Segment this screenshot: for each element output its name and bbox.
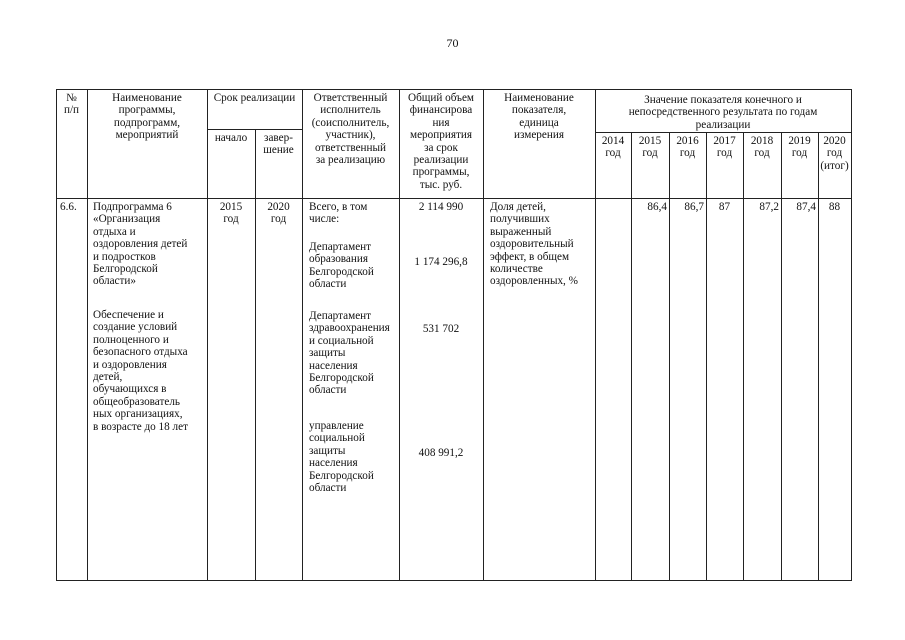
- row-value-2018: 87,2: [759, 201, 779, 213]
- row-indicator: Доля детей, получивших выраженный оздоровительный эффект, в общем количестве оздоровленных, %: [490, 201, 578, 288]
- col-border-2018: [781, 132, 782, 581]
- table-top-border: [56, 89, 851, 90]
- row-value-2020: 88: [828, 201, 841, 213]
- header-year-2015: 2015 год: [638, 135, 662, 160]
- col-border-0: [56, 89, 57, 581]
- header-year-2014: 2014 год: [601, 135, 625, 160]
- col-border-name: [207, 89, 208, 581]
- col-border-2014: [631, 132, 632, 581]
- header-year-2017: 2017 год: [713, 135, 736, 160]
- col-border-2017: [743, 132, 744, 581]
- header-num: № п/п: [63, 92, 80, 117]
- col-border-2020: [851, 89, 852, 581]
- header-year-2019: 2019 год: [788, 135, 811, 160]
- table-bottom-border: [56, 580, 851, 581]
- row-name-activity: Обеспечение и создание условий полноценного и безопасного отдыха и оздоровления детей, обучающихся в общеобразователь ных организациях, в возрасте до 18 лет: [93, 309, 188, 433]
- col-border-funding: [483, 89, 484, 581]
- row-value-2019: 87,4: [796, 201, 816, 213]
- row-funding-social: 408 991,2: [418, 447, 464, 459]
- row-end: 2020 год: [267, 201, 290, 226]
- header-end: завер- шение: [263, 132, 294, 157]
- row-executor-education-dept: Департамент образования Белгородской области: [309, 241, 374, 291]
- col-border-2019: [818, 132, 819, 581]
- col-border-start: [255, 129, 256, 581]
- header-year-2018: 2018 год: [750, 135, 774, 160]
- header-indicator: Наименование показателя, единица измерения: [504, 92, 574, 142]
- row-funding-total: 2 114 990: [418, 201, 464, 213]
- subheader-line-years: [595, 132, 851, 133]
- page-number: 70: [446, 36, 459, 50]
- row-executor-total: Всего, в том числе:: [309, 201, 368, 226]
- header-year-2020: 2020 год (итог): [820, 135, 849, 172]
- header-start: начало: [214, 132, 248, 144]
- header-values-group: Значение показателя конечного и непосредственного результата по годам реализации: [628, 94, 818, 131]
- col-border-2016: [706, 132, 707, 581]
- header-period: Срок реализации: [213, 92, 296, 104]
- row-executor-health-dept: Департамент здравоохранения и социальной защиты населения Белгородской области: [309, 310, 390, 397]
- row-name-subprogram: Подпрограмма 6 «Организация отдыха и оздоровления детей и подростков Белгородской области»: [93, 201, 188, 288]
- header-executor: Ответственный исполнитель (соисполнитель, участник), ответственный за реализацию: [311, 92, 390, 167]
- header-funding: Общий объем финансирова ния мероприятия за срок реализации программы, тыс. руб.: [408, 92, 474, 191]
- col-border-num: [87, 89, 88, 581]
- row-funding-health: 531 702: [422, 323, 460, 335]
- row-executor-social-dept: управление социальной защиты населения Белгородской области: [309, 420, 374, 495]
- row-funding-education: 1 174 296,8: [414, 256, 468, 268]
- col-border-indicator: [595, 89, 596, 581]
- row-start: 2015 год: [219, 201, 243, 226]
- col-border-2015: [669, 132, 670, 581]
- row-value-2015: 86,4: [647, 201, 667, 213]
- header-bottom-border: [56, 198, 851, 199]
- row-num: 6.6.: [60, 201, 77, 213]
- header-name: Наименование программы, подпрограмм, мероприятий: [112, 92, 182, 142]
- row-value-2016: 86,7: [684, 201, 704, 213]
- row-value-2017: 87: [718, 201, 731, 213]
- header-year-2016: 2016 год: [676, 135, 699, 160]
